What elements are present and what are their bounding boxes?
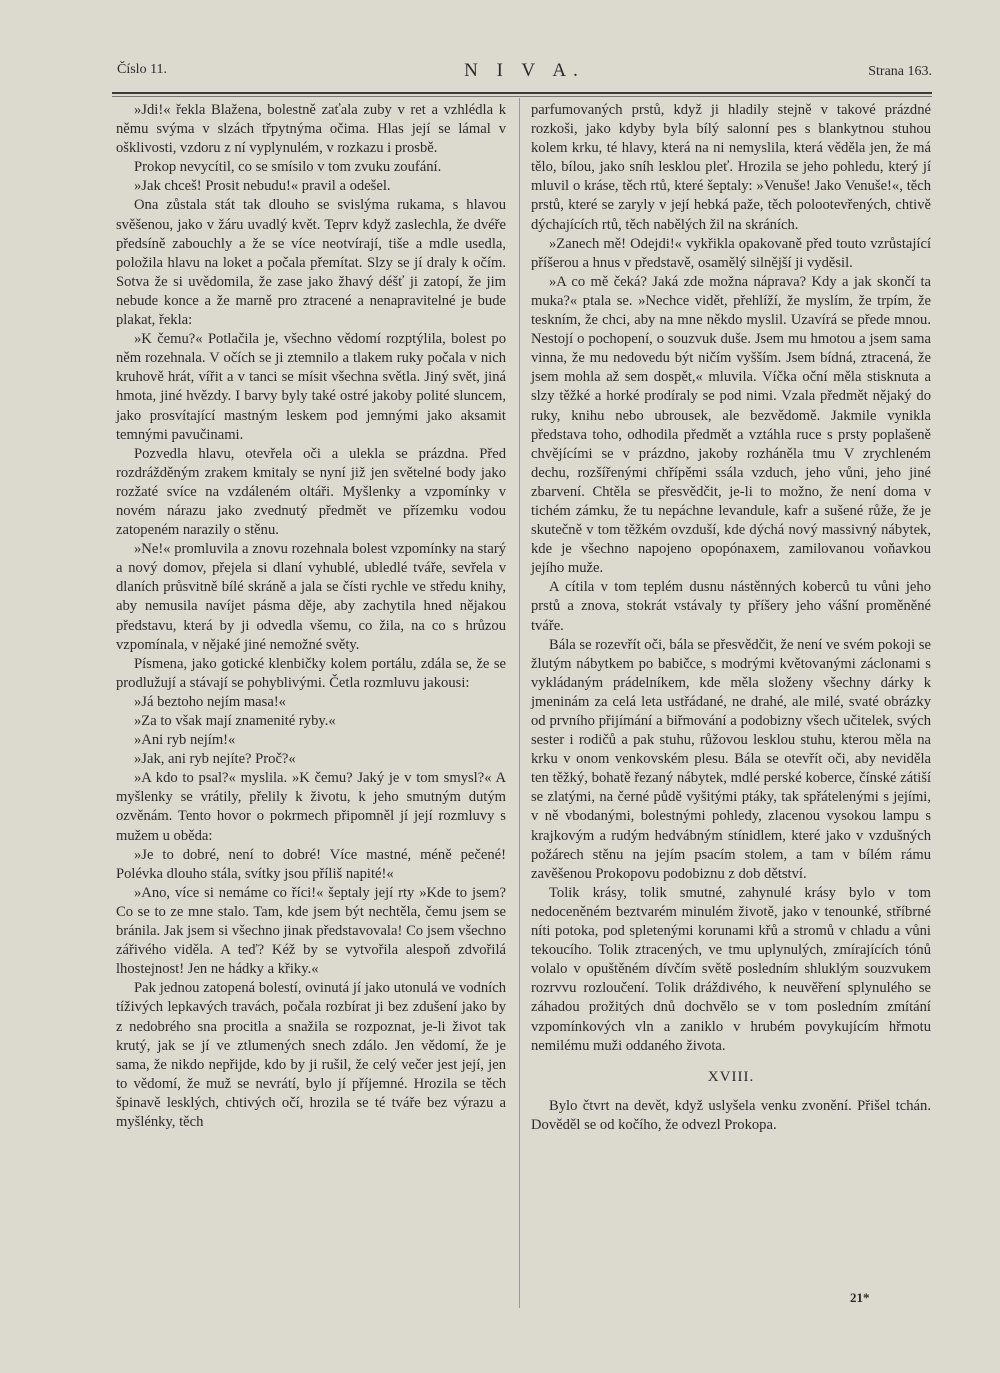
- page-header: [117, 60, 932, 90]
- paragraph: »Ano, více si nemáme co říci!« šeptaly její rty »Kde to jsem? Co se to ze mne stalo. Tam, kde jsem být nechtěla, čemu jsem se bránila. Jak jsem si všechno jinak představovala! Co jsem všechno zářivého viděla. A teď? Kéž by se vytvořila alespoň zdvořilá lhostejnost! Jen ne hádky a křiky.«: [116, 884, 506, 978]
- paragraph: »Jak, ani ryb nejíte? Proč?«: [134, 751, 296, 768]
- chapter-heading: XVIII.: [707, 1068, 755, 1085]
- paragraph: Bála se rozevřít oči, bála se přesvědčit, že není ve svém pokoji se žlutým nábytkem po babičce, s modrými květovanými záclonami s vykládaným prádelníkem, kde měla složeny všechny dárky k jmeninám za celá leta ustřádané, ne drahé, ale milé, svaté obrázky od prvního přijímání a biřmování a podobizny všech učitelek, svých sester i rodičů a pak stuhu, růžovou lesklou stuhu, kterou měla na krku v onom venkovském plesu. Bála se otevřít oči, aby neviděla ten těžký, bohatě řezaný nábytek, mdlé perské koberce, čínské zátiší se zlatými, na černé půdě vyšitými ptáky, tak spřátelenými s jejími, v ně vbodanými, bolestnými pohledy, zlacenou vysokou lampu s krajkovým a rudým hedvábným stínidlem, které jako v vzdušných požárech stěnu na jejím psacím stolem, a tam v bílém rámu zavěšenou Prokopovu podobiznu z dob dětství.: [531, 636, 931, 882]
- paragraph: Ona zůstala stát tak dlouho se svislýma rukama, s hlavou svěšenou, jako v žáru uvadlý květ. Teprv když zaslechla, že dvéře předsíně zabouchly a že se více neotvírají, tiše a mdle usedla, položila hlavu na loket a počala přemítat. Slzy se jí draly k očím. Sotva že si uvědomila, že zase jako žhavý déšť ji zatopí, že jim nebude konce a že marně pro ztracené a nenapravitelné je bude plakat, řekla:: [116, 197, 506, 329]
- column-divider: [519, 98, 520, 1308]
- magazine-title: N I V A.: [464, 60, 585, 81]
- paragraph: »Zanech mě! Odejdi!« vykřikla opakovaně před touto vzrůstající příšerou a hnus v představě, osamělý silnější ji vyděsil.: [531, 235, 931, 271]
- header-rule-thin: [112, 96, 932, 97]
- paragraph: »A co mě čeká? Jaká zde možna náprava? Kdy a jak skončí ta muka?« ptala se. »Nechce vidět, přehlíží, že myslím, že trpím, že teskním, že chci, aby na mne někdo myslil. Uzavírá se přede mnou. Nestojí o pochopení, o souzvuk duše. Jsem mu hmotou a jsem sama vinna, že mu nedovedu být ničím vyšším. Jsem bídná, ztracená, že jsem mohla až sem dospět,« mluvila. Víčka oční měla stisknuta a slzy těžké a horké prodíraly se pod nimi. Vzala předmět nějaký do ruky, knihu nebo ubrousek, ale bezvědomě. Jakmile vynikla představa toho, odhodila předmět a vztáhla ruce s prsty poplašeně chvějícími se v prázdno, jakoby rozháněla tmu V zrychleném dechu, rozšířenými chřípěmi ssála vzduch, jeho vůni, jeho jiné zbarvení. Chtěla se přesvědčit, je-li to možno, že není doma v tichém zámku, že tu nepáchne levandule, kafr a sušené růže, že je skutečně v tom těžkém ovzduší, kde dýchá nový massivný nábytek, kde je všechno napojeno opopónaxem, zamilovanou voňavkou jejího muže.: [531, 273, 931, 577]
- paragraph: parfumovaných prstů, když ji hladily stejně v takové prázdné rozkoši, jako kdyby byla bílý salonní pes s blankytnou stuhou kolem krku, té hlavy, která na ni nemyslila, která věděla jen, že má tělo, bílou, jako sníh lesklou pleť. Hrozila se jeho pohledu, který jí mluvil o kráse, těch rtů, které šeptaly: »Venuše! Jako Venuše!«, těch prstů, které se zaryly v její hebká paže, těch polootevřených, chtivě dýchajících rtů, těch nabělých žil na skráních.: [531, 102, 931, 233]
- paragraph: A cítila v tom teplém dusnu nástěnných koberců tu vůni jeho prstů a znova, stokrát vstávaly ty příšery jeho vášní proměněné tváře.: [531, 579, 931, 634]
- paragraph: »Je to dobré, není to dobré! Více mastné, méně pečené! Polévka dlouho stála, svítky jsou příliš napité!«: [116, 846, 506, 882]
- right-column: [531, 101, 931, 1135]
- paragraph: Prokop nevycítil, co se smísilo v tom zvuku zoufání.: [134, 159, 442, 176]
- paragraph: »Já beztoho nejím masa!«: [134, 693, 286, 710]
- header-rule: [112, 92, 932, 94]
- paragraph: »Ne!« promluvila a znovu rozehnala bolest vzpomínky na starý a nový domov, přejela si dlaní vyhublé, ubledlé tváře, sevřela v dlaních průsvitně bílé skráně a jala se čísti rychle ve středu knihy, aby nemusila navíjet pásma děje, aby zachytila hned nějakou představu, která by ji odvedla všemu, co žila, na co s hrůzou vzpomínala, v nějaké jiné nemožné světy.: [116, 541, 506, 653]
- paragraph: Pozvedla hlavu, otevřela oči a ulekla se prázdna. Před rozdrážděným zrakem kmitaly se nyní již jen světelné body jako rozžaté svíce na vzdáleném oltáři. Myšlenky a vzpomínky v novém nárazu jako zvednutý předmět ve přízemku vodou zatopeném narazily o stěnu.: [116, 445, 506, 539]
- paragraph: »Ani ryb nejím!«: [134, 732, 236, 749]
- signature-mark: 21*: [850, 1290, 870, 1305]
- left-column: [116, 101, 506, 1132]
- paragraph: »A kdo to psal?« myslila. »K čemu? Jaký je v tom smysl?« A myšlenky se vrátily, přelily k životu, k jeho smutným dutým ozvěnám. Tento hovor o pokrmech připomněl jí její rozmluvy s mužem u oběda:: [116, 770, 506, 844]
- paragraph: »Jdi!« řekla Blažena, bolestně zaťala zuby v ret a vzhlédla k němu svýma v slzách třpytnýma očima. Hlas její se lámal v ošklivosti, vzdoru z ní vyplynulém, v rozkazu i prosbě.: [116, 102, 506, 157]
- paragraph: »Za to však mají znamenité ryby.«: [134, 713, 336, 729]
- paragraph: Tolik krásy, tolik smutné, zahynulé krásy bylo v tom nedoceněném beztvarém minulém životě, jako v tenounké, stříbrné níti potoka, pod spletenými korunami křů a stromů v chladu a vůni tekoucího. Tolik ztracených, ve tmu uplynulých, zmírajících tónů volalo v opuštěném dívčím světě posledním shluklým souzvukem rozrvvu rozloučení. Tolik dráždivého, k neuvěření splynulého se záhadou prožitých dnů dochvělo se v tom posledním zmítání vzpomínkových vln a zaniklo v hrubém povykujícím hřmotu nemilému muži oddaného života.: [531, 884, 931, 1054]
- paragraph: Pak jednou zatopená bolestí, ovinutá jí jako utonulá ve vodních tíživých lepkavých travách, počala rozbírat ji bez zdušení jako by z nedobrého sna procitla a snažila se rozpoznat, je-li život tak krutý, jak se jí ve ztlumených snech zdálo. Jen vědomí, že je sama, že nikdo nepřijde, kdo by ji rušil, že celý večer jest její, jen to vědomí, že muž se nevrátí, bylo jí příjemné. Hrozila se těch špinavě lesklých, chtivých očí, hrozila se té tváře bez výrazu a myšlénky, těch: [116, 980, 506, 1130]
- paragraph: »Jak chceš! Prosit nebudu!« pravil a odešel.: [134, 178, 391, 195]
- issue-number: Číslo 11.: [117, 62, 168, 77]
- page-number: Strana 163.: [868, 64, 932, 79]
- paragraph: Bylo čtvrt na devět, když uslyšela venku zvonění. Přišel tchán. Dověděl se od kočího, že odvezl Prokopa.: [531, 1097, 931, 1133]
- paragraph: Písmena, jako gotické klenbičky kolem portálu, zdála se, že se prodlužují a stávají se pohyblivými. Četla rozmluvu jakousi:: [116, 655, 506, 691]
- paragraph: »K čemu?« Potlačila je, všechno vědomí rozptýlila, bolest po něm rozehnala. V očích se ji ztemnilo a tlakem ruky počala v nich kruhově hrát, vířit a v tanci se mísit všechna světla. Jiný svět, jiná hmota, jiné hvězdy. I barvy byly také ostré jakoby polité sluncem, jako prosvítající mastným leskem pod jemnými jako aksamit temnými pavučinami.: [116, 331, 506, 443]
